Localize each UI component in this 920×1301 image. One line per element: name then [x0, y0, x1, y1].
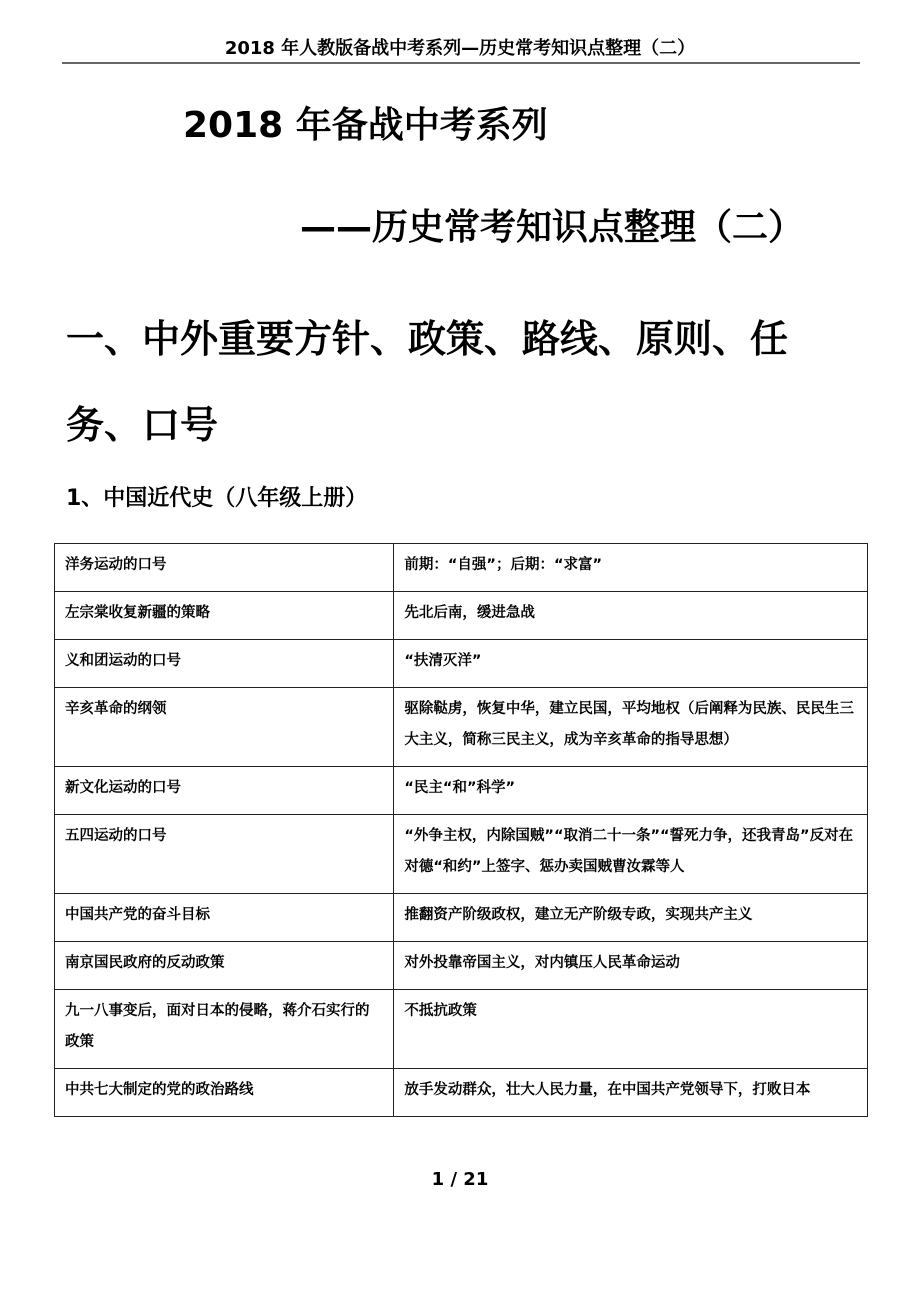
table-row	[55, 942, 868, 990]
table-row	[55, 544, 868, 592]
running-header: 2018 年人教版备战中考系列—历史常考知识点整理（二）	[224, 38, 696, 59]
row-item-cell: 中国共产党的奋斗目标	[55, 894, 394, 942]
table-row	[55, 592, 868, 640]
table-row	[55, 815, 868, 894]
table-row	[55, 1069, 868, 1117]
document-subtitle: ——历史常考知识点整理（二）	[300, 207, 805, 248]
table-row	[55, 767, 868, 815]
policy-table	[54, 543, 868, 1117]
table-row	[55, 688, 868, 767]
row-item-cell: 义和团运动的口号	[55, 640, 394, 688]
row-item-cell: 南京国民政府的反动政策	[55, 942, 394, 990]
row-item-cell: 九一八事变后，面对日本的侵略，蒋介石实行的政策	[55, 990, 394, 1069]
row-content-cell: “外争主权，内除国贼”“取消二十一条”“誓死力争，还我青岛”反对在对德“和约”上签字、惩办卖国贼曹汝霖等人	[394, 815, 868, 894]
row-item-cell: 五四运动的口号	[55, 815, 394, 894]
row-item-cell: 中共七大制定的党的政治路线	[55, 1069, 394, 1117]
section-heading: 一、中外重要方针、政策、路线、原则、任务、口号	[66, 317, 789, 447]
table-row	[55, 640, 868, 688]
row-content-cell: 推翻资产阶级政权，建立无产阶级专政，实现共产主义	[394, 894, 868, 942]
table-row	[55, 990, 868, 1069]
row-content-cell: 对外投靠帝国主义，对内镇压人民革命运动	[394, 942, 868, 990]
row-item-cell: 辛亥革命的纲领	[55, 688, 394, 767]
header-divider	[62, 62, 860, 64]
row-content-cell: 前期：“自强”；后期：“求富”	[394, 544, 868, 592]
row-content-cell: 驱除鞑虏，恢复中华，建立民国，平均地权（后阐释为民族、民民生三大主义，简称三民主义，成为辛亥革命的指导思想）	[394, 688, 868, 767]
row-item-cell: 洋务运动的口号	[55, 544, 394, 592]
table-row	[55, 894, 868, 942]
sub-heading: 1、中国近代史（八年级上册）	[66, 486, 368, 511]
page-number: 1 / 21	[431, 1169, 489, 1190]
document-title: 2018 年备战中考系列	[183, 105, 548, 146]
row-item-cell: 新文化运动的口号	[55, 767, 394, 815]
row-content-cell: 放手发动群众，壮大人民力量，在中国共产党领导下，打败日本	[394, 1069, 868, 1117]
row-content-cell: “扶清灭洋”	[394, 640, 868, 688]
row-item-cell: 左宗棠收复新疆的策略	[55, 592, 394, 640]
row-content-cell: “民主“和”科学”	[394, 767, 868, 815]
row-content-cell: 不抵抗政策	[394, 990, 868, 1069]
row-content-cell: 先北后南，缓进急战	[394, 592, 868, 640]
